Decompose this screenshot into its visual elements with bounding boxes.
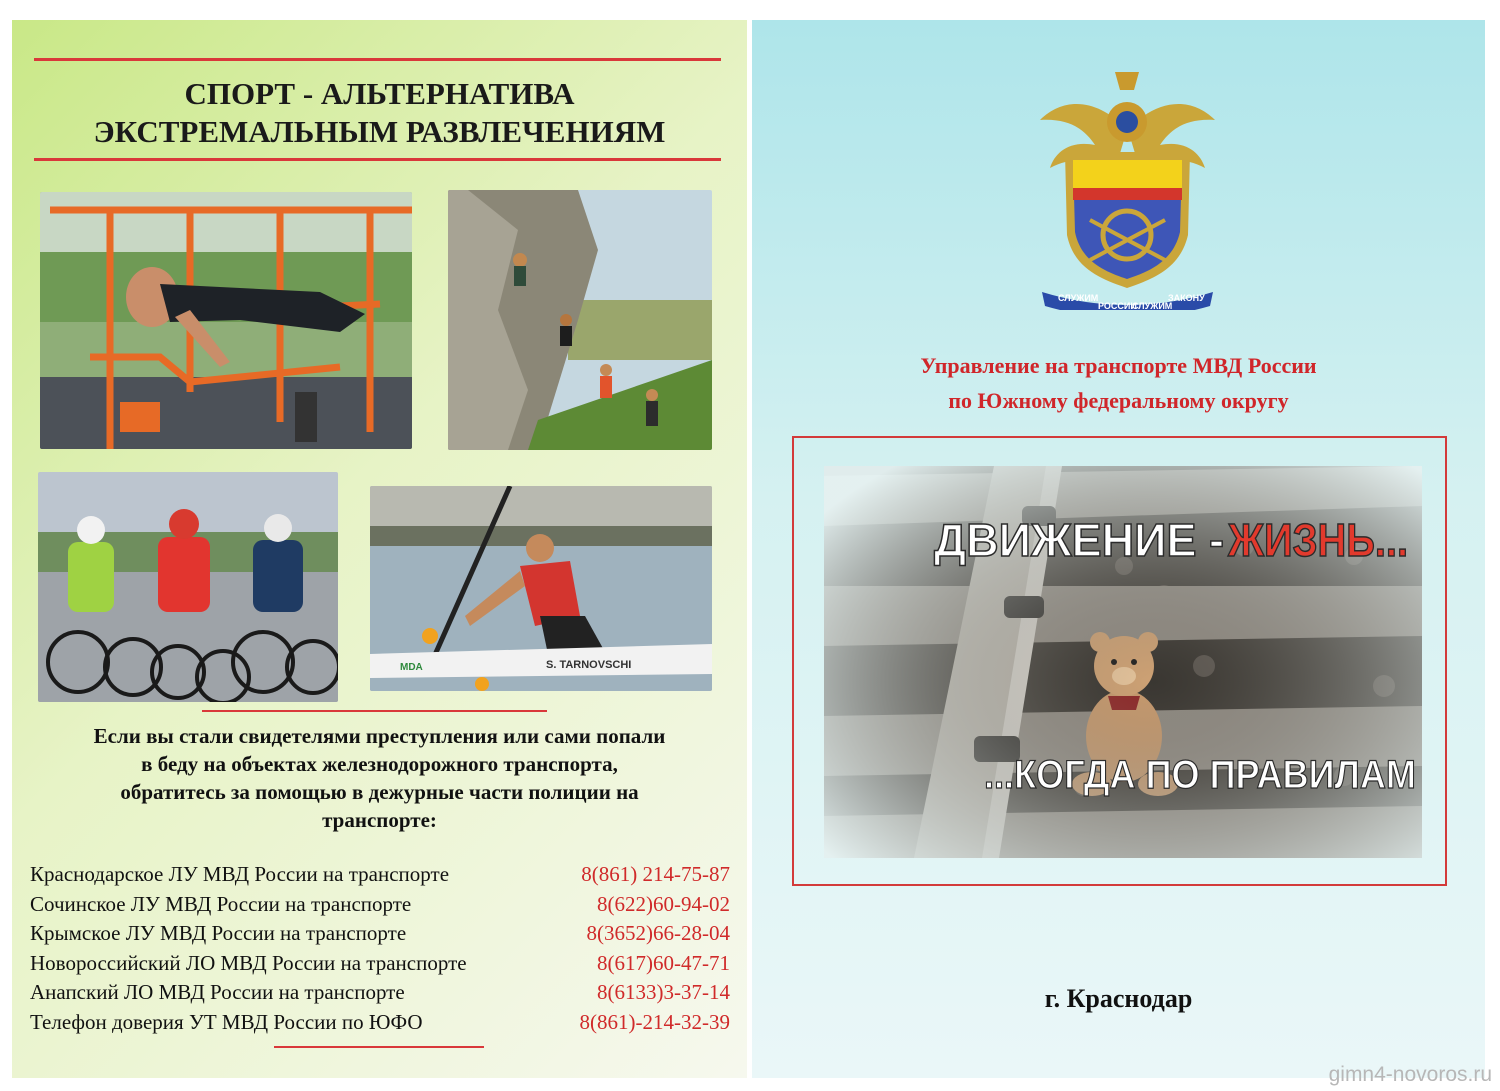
appeal-line-4: транспорте: (322, 808, 437, 832)
contact-phone: 8(617)60-47-71 (597, 950, 730, 975)
appeal-line-1: Если вы стали свидетелями преступления или сами попали (93, 724, 666, 748)
org-line-1: Управление на транспорте МВД России (920, 353, 1317, 378)
appeal-rule (202, 710, 547, 712)
railway-poster (824, 466, 1422, 858)
contact-phone: 8(3652)66-28-04 (586, 921, 730, 945)
emblem-ribbon-2: РОССИИ (1098, 301, 1137, 310)
contact-name: Новороссийский ЛО МВД России на транспорте (30, 950, 467, 975)
left-page (12, 20, 747, 1078)
kayak-hull-mark: MDA (400, 662, 423, 673)
contact-phone: 8(861)-214-32-39 (579, 1009, 730, 1034)
top-rule (34, 58, 721, 61)
contact-row (30, 919, 730, 949)
contact-phone: 8(861) 214-75-87 (581, 862, 730, 886)
kayak-photo (370, 486, 712, 691)
right-page (752, 20, 1485, 1078)
city-name: г. Краснодар (1044, 984, 1193, 1013)
contact-name: Сочинское ЛУ МВД России на транспорте (30, 891, 412, 916)
poster-frame (792, 436, 1447, 886)
poster-subtitle: ...КОГДА ПО ПРАВИЛАМ (984, 753, 1416, 797)
mvd-transport-emblem-icon (1040, 60, 1215, 310)
contact-name: Крымское ЛУ МВД России на транспорте (30, 921, 407, 945)
contact-row (30, 949, 730, 979)
appeal-line-3: обратитесь за помощью в дежурные части полиции на (120, 780, 639, 804)
workout-photo (40, 192, 412, 449)
contact-phone: 8(6133)3-37-14 (597, 980, 730, 1004)
emblem-ribbon-4: ЗАКОНУ (1168, 293, 1205, 303)
contact-row (30, 860, 730, 890)
sport-heading-line2: ЭКСТРЕМАЛЬНЫМ РАЗВЛЕЧЕНИЯМ (93, 114, 666, 149)
sport-heading-line1: СПОРТ - АЛЬТЕРНАТИВА (184, 76, 575, 111)
contact-name: Телефон доверия УТ МВД России по ЮФО (30, 1009, 423, 1034)
heading-underline (34, 158, 721, 161)
emblem-ribbon-3: СЛУЖИМ (1132, 301, 1173, 310)
poster-title-white: ДВИЖЕНИЕ - (934, 514, 1224, 566)
contact-phone: 8(622)60-94-02 (597, 891, 730, 916)
kayak-boat-label: S. TARNOVSCHI (546, 659, 632, 671)
bottom-rule (274, 1046, 484, 1048)
contact-list (30, 860, 730, 1037)
appeal-line-2: в беду на объектах железнодорожного транспорта, (141, 752, 618, 776)
contact-name: Краснодарское ЛУ МВД России на транспорте (30, 862, 450, 886)
org-line-2: по Южному федеральному округу (948, 388, 1289, 413)
site-watermark: gimn4-novoros.ru (1328, 1063, 1492, 1086)
contact-row (30, 890, 730, 920)
contact-row (30, 1008, 730, 1038)
poster-title-red: ЖИЗНЬ... (1227, 514, 1408, 566)
emblem-ribbon-1: СЛУЖИМ (1058, 293, 1099, 303)
climbing-photo (448, 190, 712, 450)
contact-name: Анапский ЛО МВД России на транспорте (30, 980, 405, 1004)
contact-row (30, 978, 730, 1008)
cycling-photo (38, 472, 338, 702)
